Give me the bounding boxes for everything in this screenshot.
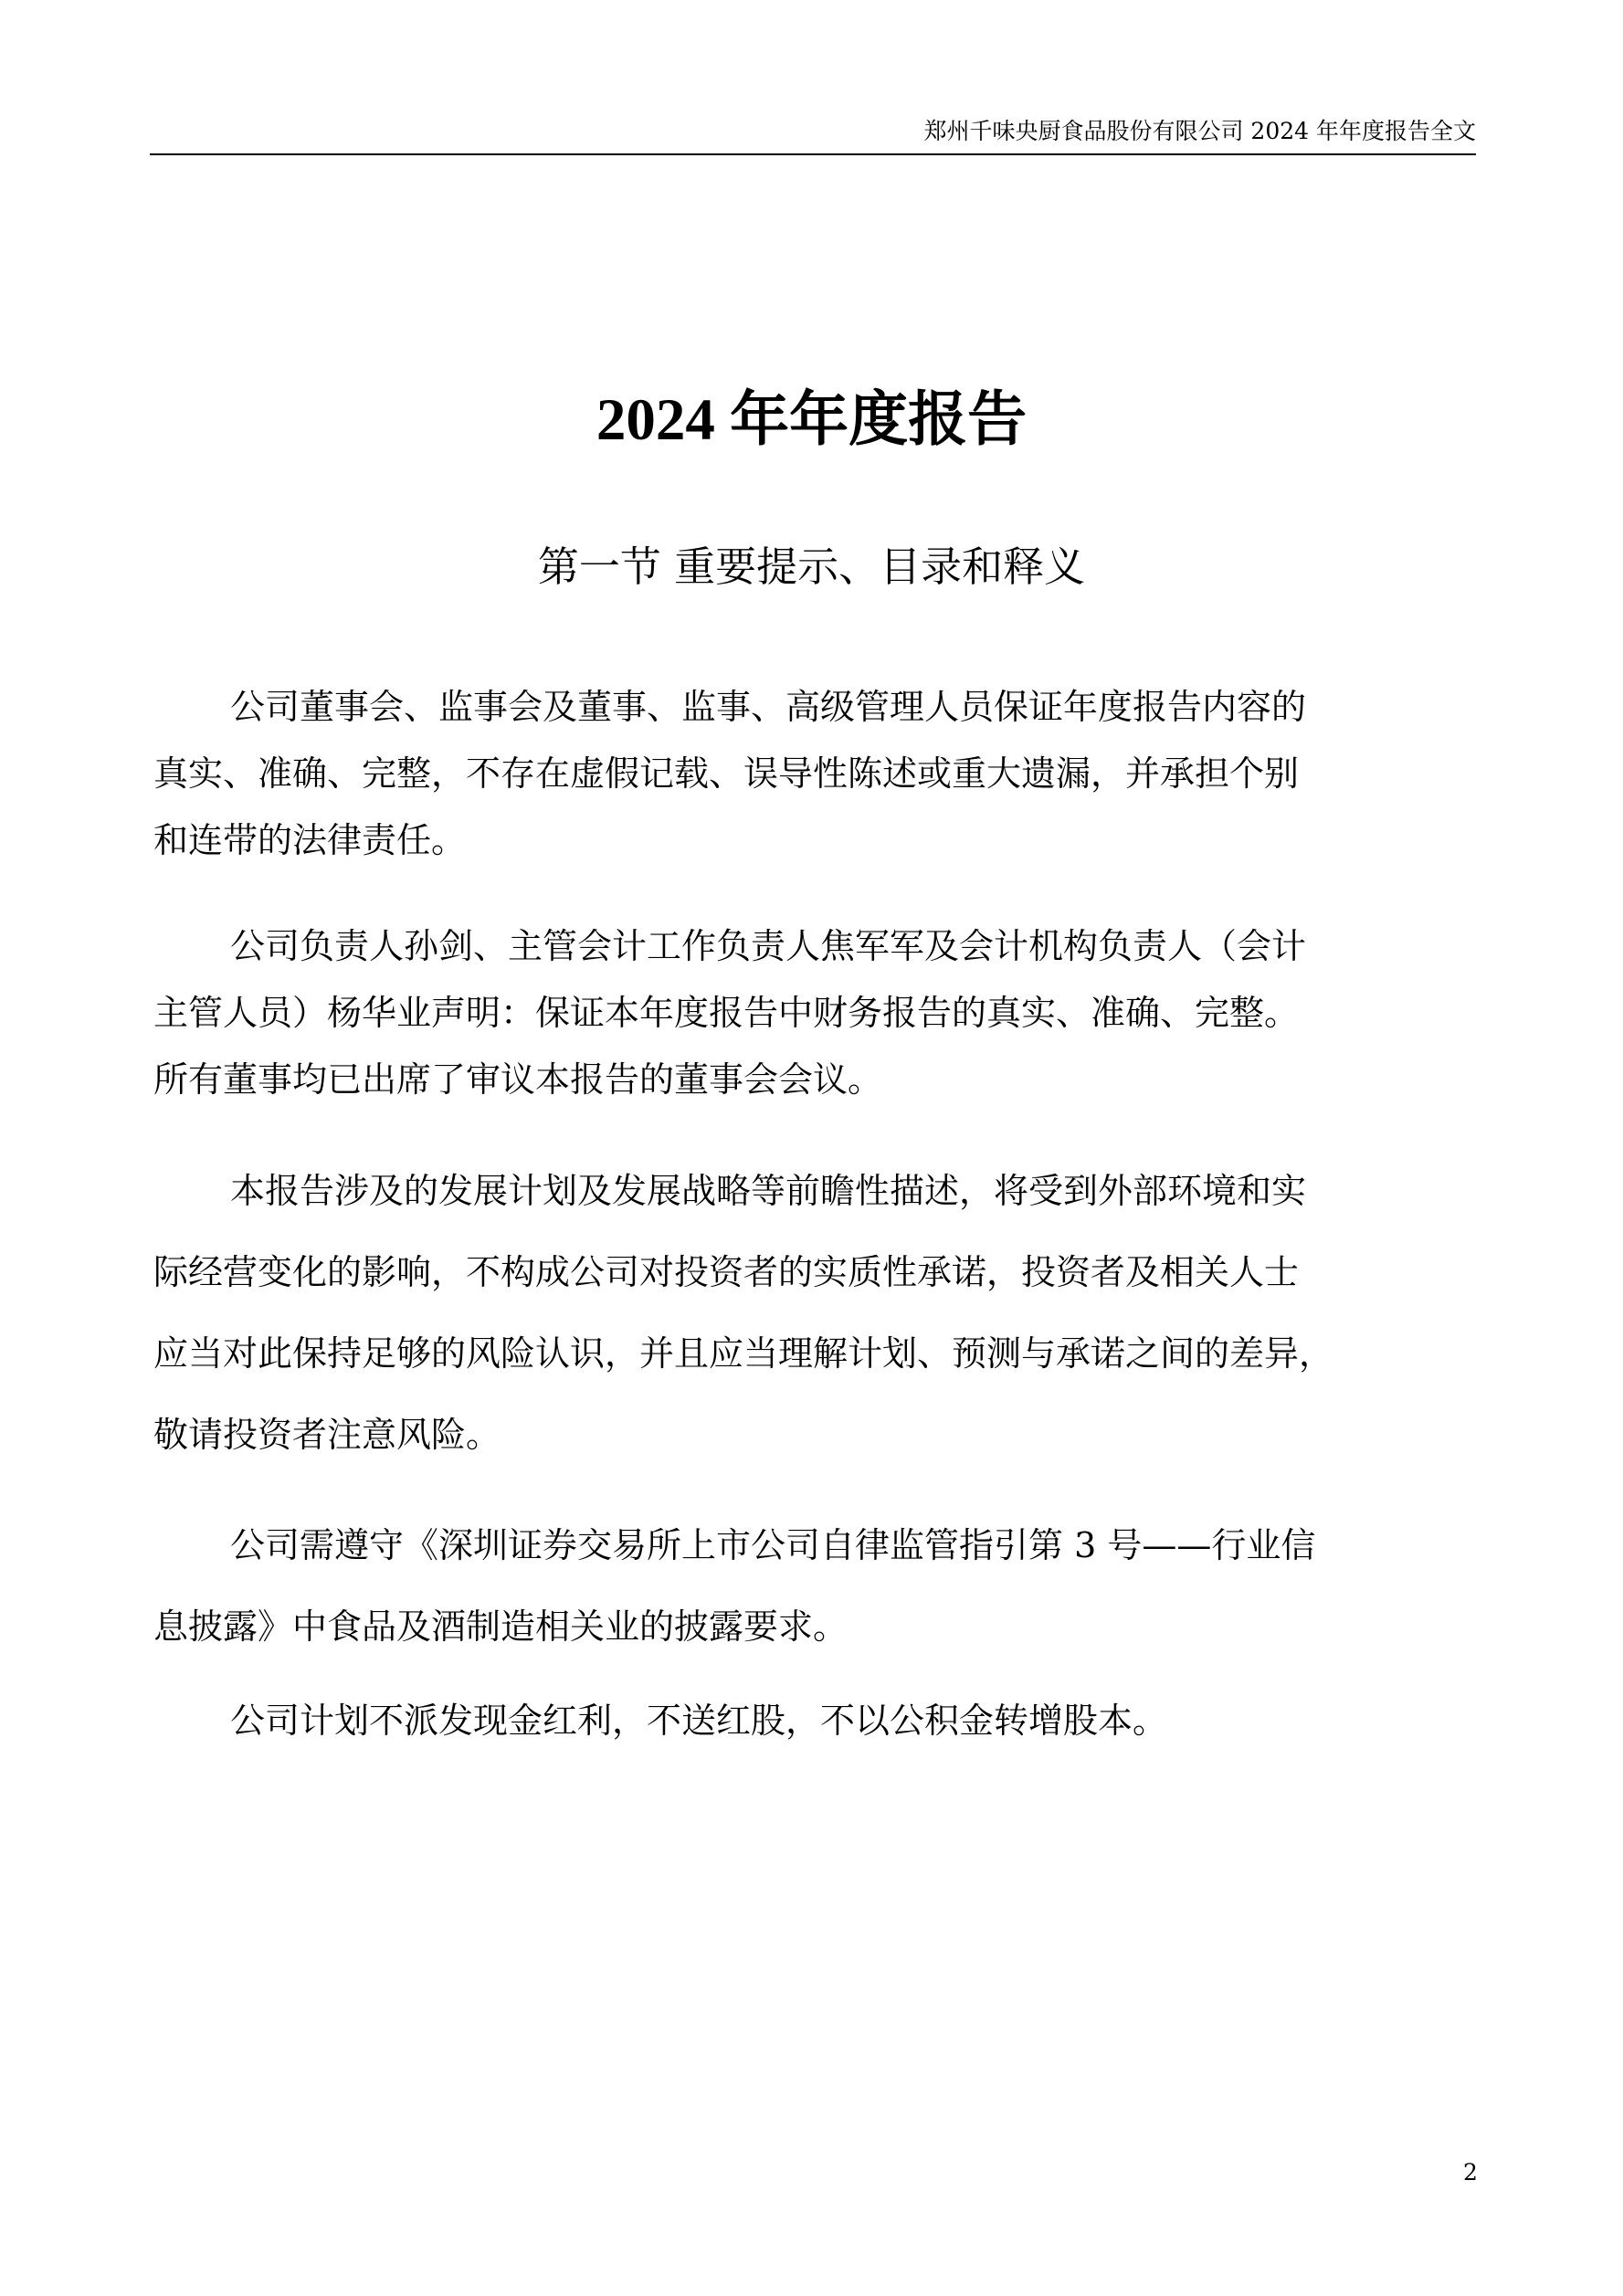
paragraph-line: 息披露》中食品及酒制造相关业的披露要求。 [153, 1606, 848, 1647]
paragraph-line: 敬请投资者注意风险。 [153, 1415, 501, 1455]
paragraph-line: 际经营变化的影响，不构成公司对投资者的实质性承诺，投资者及相关人士 [153, 1252, 1300, 1292]
paragraph-line: 应当对此保持足够的风险认识，并且应当理解计划、预测与承诺之间的差异， [153, 1333, 1334, 1374]
section-title: 第一节 重要提示、目录和释义 [537, 542, 1086, 591]
paragraph-line: 公司需遵守《深圳证券交易所上市公司自律监管指引第 3 号——行业信 [230, 1525, 1316, 1565]
paragraph-responsibility-statement [153, 674, 1487, 874]
paragraph-line: 公司董事会、监事会及董事、监事、高级管理人员保证年度报告内容的 [230, 687, 1307, 727]
paragraph-officer-declaration [153, 913, 1487, 1113]
paragraph-line: 本报告涉及的发展计划及发展战略等前瞻性描述，将受到外部环境和实 [230, 1171, 1307, 1211]
page-header [150, 113, 1476, 155]
paragraph-line: 公司负责人孙剑、主管会计工作负责人焦军军及会计机构负责人（会计 [230, 926, 1307, 966]
paragraph-line: 真实、准确、完整，不存在虚假记载、误导性陈述或重大遗漏，并承担个别 [153, 753, 1300, 794]
paragraph-line: 和连带的法律责任。 [153, 820, 467, 860]
header-text: 郑州千味央厨食品股份有限公司 2024 年年度报告全文 [923, 118, 1476, 144]
paragraph-line: 公司计划不派发现金红利，不送红股，不以公积金转增股本。 [230, 1701, 1168, 1741]
page-number: 2 [1463, 2159, 1478, 2185]
paragraph-disclosure-requirement [153, 1505, 1487, 1668]
paragraph-line: 所有董事均已出席了审议本报告的董事会会议。 [153, 1059, 883, 1100]
paragraph-dividend-plan [153, 1688, 1487, 1754]
paragraph-line: 主管人员）杨华业声明：保证本年度报告中财务报告的真实、准确、完整。 [153, 993, 1300, 1033]
paragraph-forward-looking-statement [153, 1151, 1487, 1476]
document-title: 2024 年年度报告 [595, 387, 1028, 453]
